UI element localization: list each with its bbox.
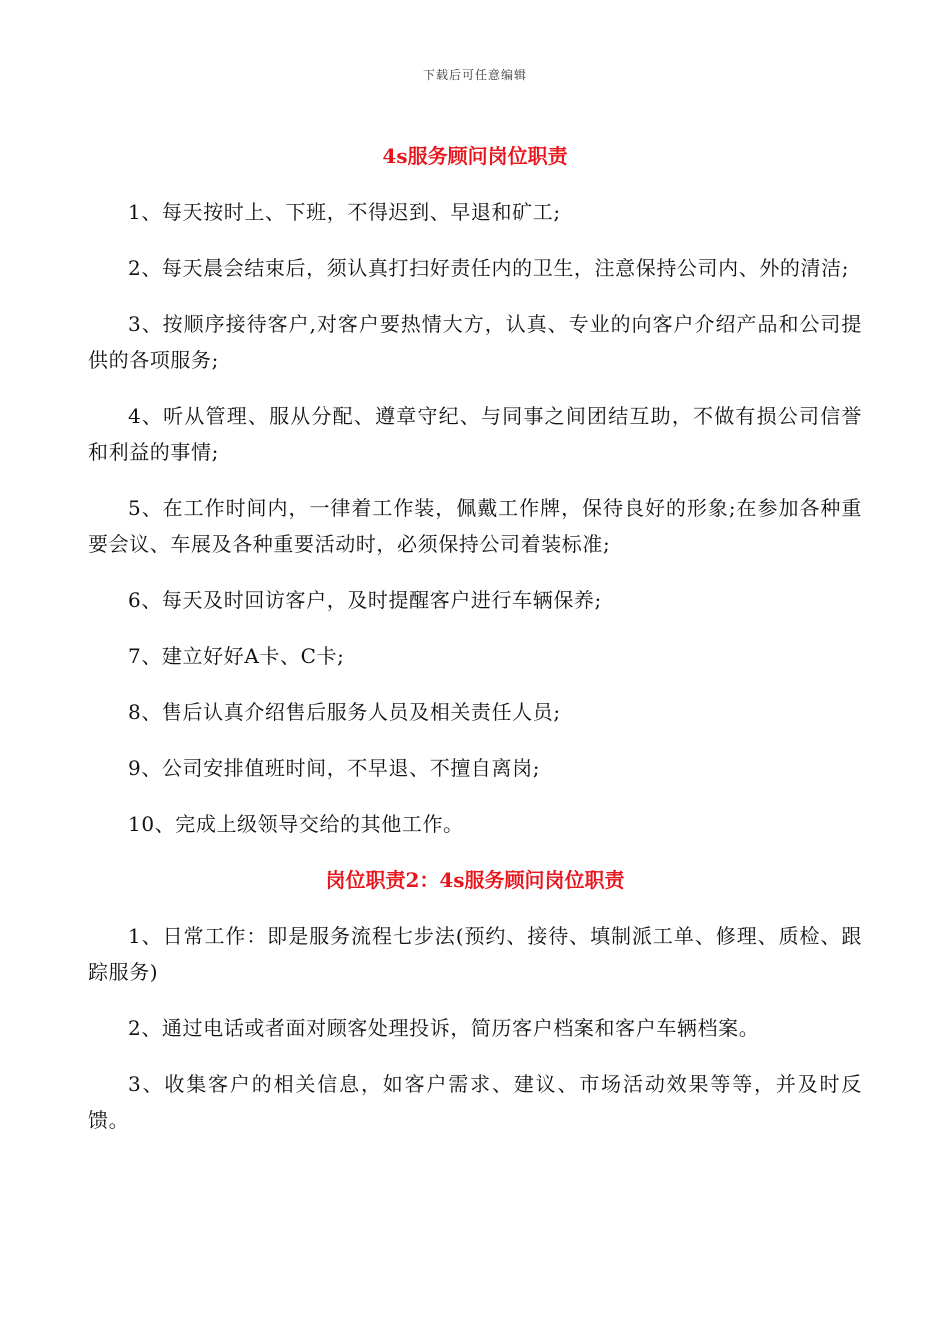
duty-item-6: 6、每天及时回访客户，及时提醒客户进行车辆保养; [128,588,602,612]
section-title: 4s服务顾问岗位职责 [382,144,568,168]
duty-item-2: 2、每天晨会结束后，须认真打扫好责任内的卫生，注意保持公司内、外的清洁; [128,256,850,280]
duty-item-5: 5、在工作时间内，一律着工作装，佩戴工作牌，保待良好的形象;在参加各种重要会议、车展及各种重要活动时，必须保持公司着装标准; [88,496,862,556]
duty2-item-3: 3、收集客户的相关信息，如客户需求、建议、市场活动效果等等，并及时反馈。 [88,1072,862,1132]
document-body [88,138,862,1158]
duty-item-3: 3、按顺序接待客户,对客户要热情大方，认真、专业的向客户介绍产品和公司提供的各项服务; [88,312,862,372]
page-header-note: 下载后可任意编辑 [422,68,527,82]
section-title-2: 岗位职责2：4s服务顾问岗位职责 [325,868,625,892]
duty-item-1: 1、每天按时上、下班，不得迟到、早退和矿工; [128,200,561,224]
duty-item-10: 10、完成上级领导交给的其他工作。 [128,812,464,836]
duty2-item-1: 1、日常工作：即是服务流程七步法(预约、接待、填制派工单、修理、质检、跟踪服务) [88,924,862,984]
duty-item-7: 7、建立好好A卡、C卡; [128,644,345,668]
duty-item-4: 4、听从管理、服从分配、遵章守纪、与同事之间团结互助，不做有损公司信誉和利益的事情; [88,404,862,464]
duty-item-8: 8、售后认真介绍售后服务人员及相关责任人员; [128,700,561,724]
duty-item-9: 9、公司安排值班时间，不早退、不擅自离岗; [128,756,541,780]
duty2-item-2: 2、通过电话或者面对顾客处理投诉，简历客户档案和客户车辆档案。 [128,1016,760,1040]
